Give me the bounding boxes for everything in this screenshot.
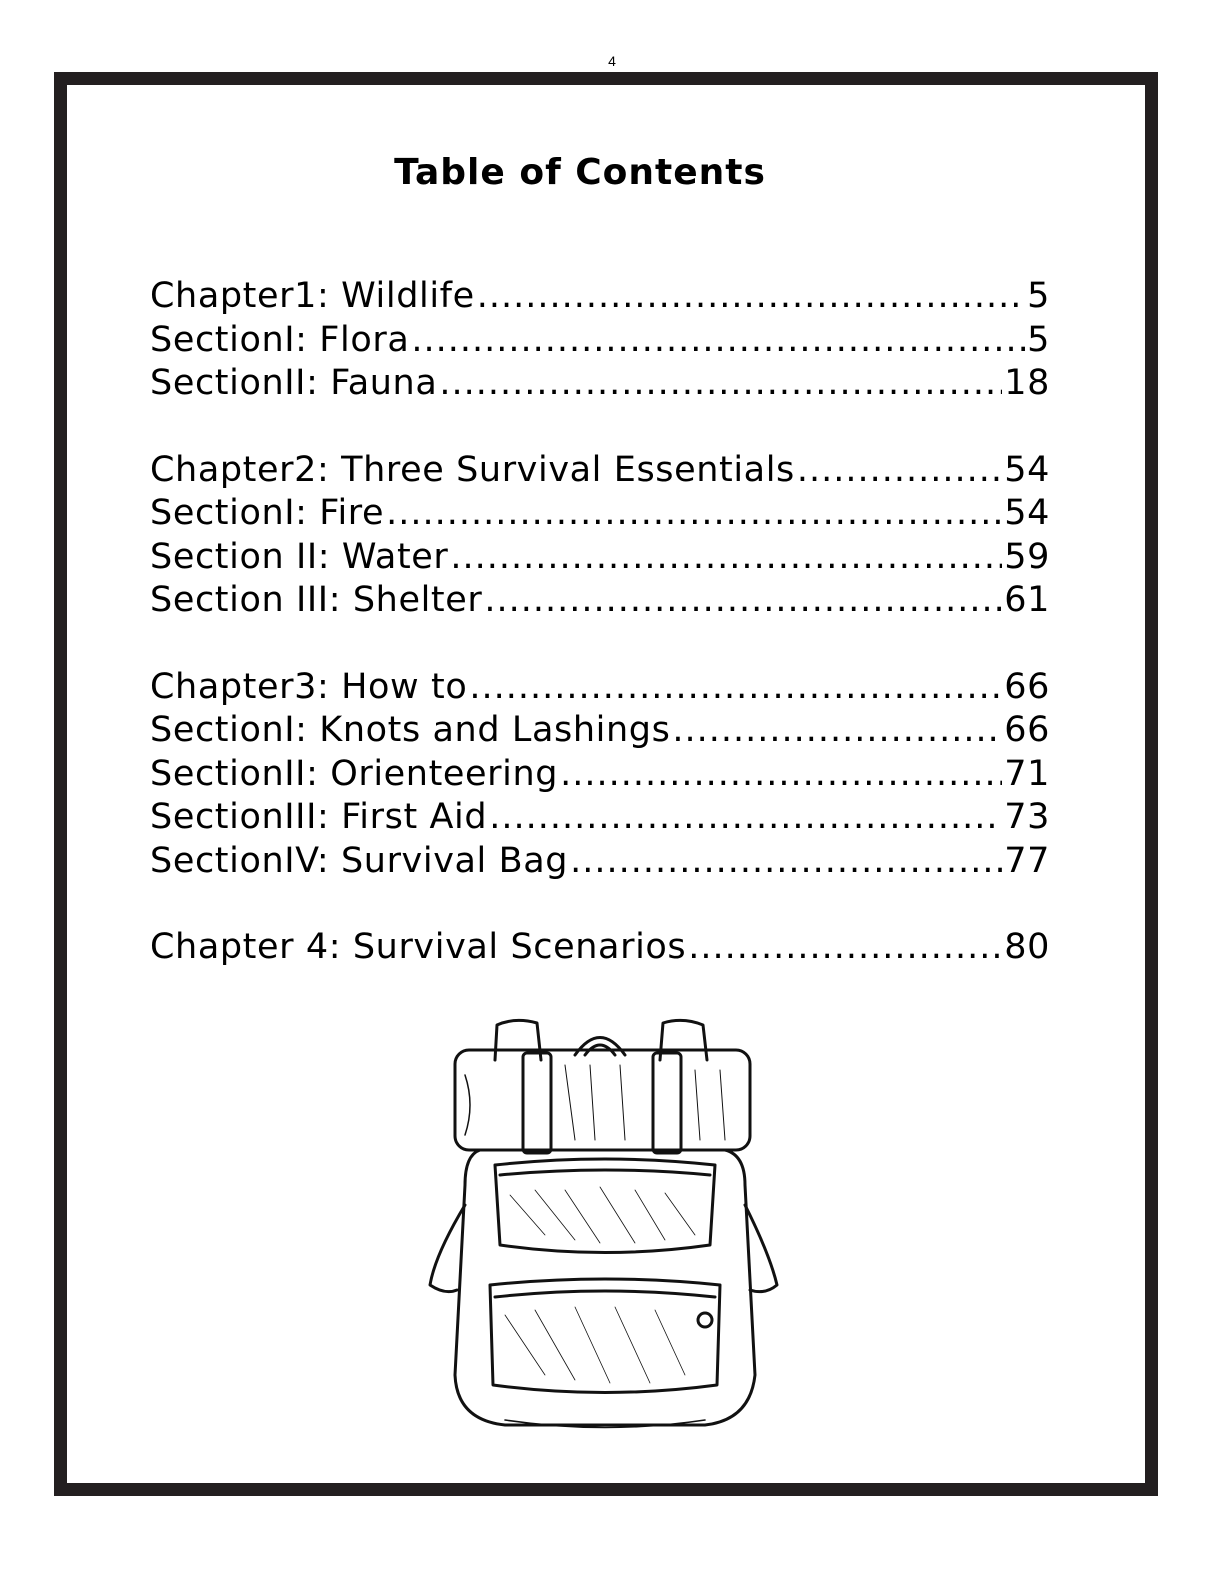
toc-entry[interactable] bbox=[150, 840, 1050, 884]
toc-entry-label: SectionII: Fauna bbox=[150, 363, 438, 403]
dot-leader bbox=[439, 362, 1002, 406]
page-title: Table of Contents bbox=[394, 152, 766, 193]
toc-group-chapter-4 bbox=[150, 926, 1050, 970]
toc-entry[interactable] bbox=[150, 362, 1050, 406]
dot-leader bbox=[797, 449, 1002, 493]
page-number: 4 bbox=[608, 53, 616, 69]
toc-entry-page: 54 bbox=[1004, 493, 1050, 533]
toc-entry-page: 80 bbox=[1004, 927, 1050, 967]
toc-entry-page: 54 bbox=[1004, 449, 1050, 490]
toc-entry-label: Chapter2: Three Survival Essentials bbox=[150, 449, 795, 490]
toc-entry-page: 5 bbox=[1027, 319, 1050, 360]
dot-leader bbox=[386, 492, 1002, 536]
toc-entry-page: 5 bbox=[1027, 276, 1050, 316]
dot-leader bbox=[672, 709, 1002, 753]
toc-entry-page: 71 bbox=[1004, 753, 1050, 794]
toc-entry-label: Chapter 4: Survival Scenarios bbox=[150, 927, 687, 967]
toc-entry[interactable] bbox=[150, 319, 1050, 363]
dot-leader bbox=[450, 536, 1002, 580]
toc-entry[interactable] bbox=[150, 796, 1050, 840]
dot-leader bbox=[688, 926, 1002, 970]
toc-entry[interactable] bbox=[150, 753, 1050, 797]
toc-entry[interactable] bbox=[150, 709, 1050, 753]
toc-group-chapter-2 bbox=[150, 449, 1050, 623]
toc-group-chapter-3 bbox=[150, 666, 1050, 884]
toc-entry-page: 61 bbox=[1004, 580, 1050, 620]
dot-leader bbox=[484, 579, 1002, 623]
toc-entry-label: SectionI: Flora bbox=[150, 319, 410, 360]
dot-leader bbox=[560, 753, 1002, 797]
toc-entry[interactable] bbox=[150, 492, 1050, 536]
toc-entry-page: 73 bbox=[1004, 797, 1050, 837]
toc-entry-label: Chapter1: Wildlife bbox=[150, 276, 475, 316]
toc-entry-label: Chapter3: How to bbox=[150, 666, 468, 707]
toc-entry[interactable] bbox=[150, 275, 1050, 319]
toc-entry[interactable] bbox=[150, 579, 1050, 623]
toc-entry-label: SectionI: Fire bbox=[150, 493, 385, 533]
toc-entry-label: Section II: Water bbox=[150, 536, 449, 577]
toc-entry-page: 77 bbox=[1004, 840, 1050, 881]
toc-entry-page: 59 bbox=[1004, 536, 1050, 577]
toc-entry-page: 66 bbox=[1004, 666, 1050, 707]
backpack-icon bbox=[425, 1015, 785, 1445]
toc-entry-label: SectionII: Orienteering bbox=[150, 753, 559, 794]
toc-entry-label: SectionIII: First Aid bbox=[150, 797, 488, 837]
toc-entry-page: 18 bbox=[1004, 363, 1050, 403]
toc-entry[interactable] bbox=[150, 449, 1050, 493]
toc-entry-label: SectionI: Knots and Lashings bbox=[150, 710, 671, 750]
toc-entry-label: Section III: Shelter bbox=[150, 580, 483, 620]
toc-entry[interactable] bbox=[150, 926, 1050, 970]
dot-leader bbox=[489, 796, 1002, 840]
toc-entry[interactable] bbox=[150, 666, 1050, 710]
dot-leader bbox=[411, 319, 1025, 363]
toc-entry-label: SectionIV: Survival Bag bbox=[150, 840, 569, 881]
toc-group-chapter-1 bbox=[150, 275, 1050, 406]
dot-leader bbox=[469, 666, 1002, 710]
toc-entry[interactable] bbox=[150, 536, 1050, 580]
dot-leader bbox=[477, 275, 1025, 319]
toc-entry-page: 66 bbox=[1004, 710, 1050, 750]
table-of-contents bbox=[150, 275, 1050, 1013]
dot-leader bbox=[570, 840, 1002, 884]
